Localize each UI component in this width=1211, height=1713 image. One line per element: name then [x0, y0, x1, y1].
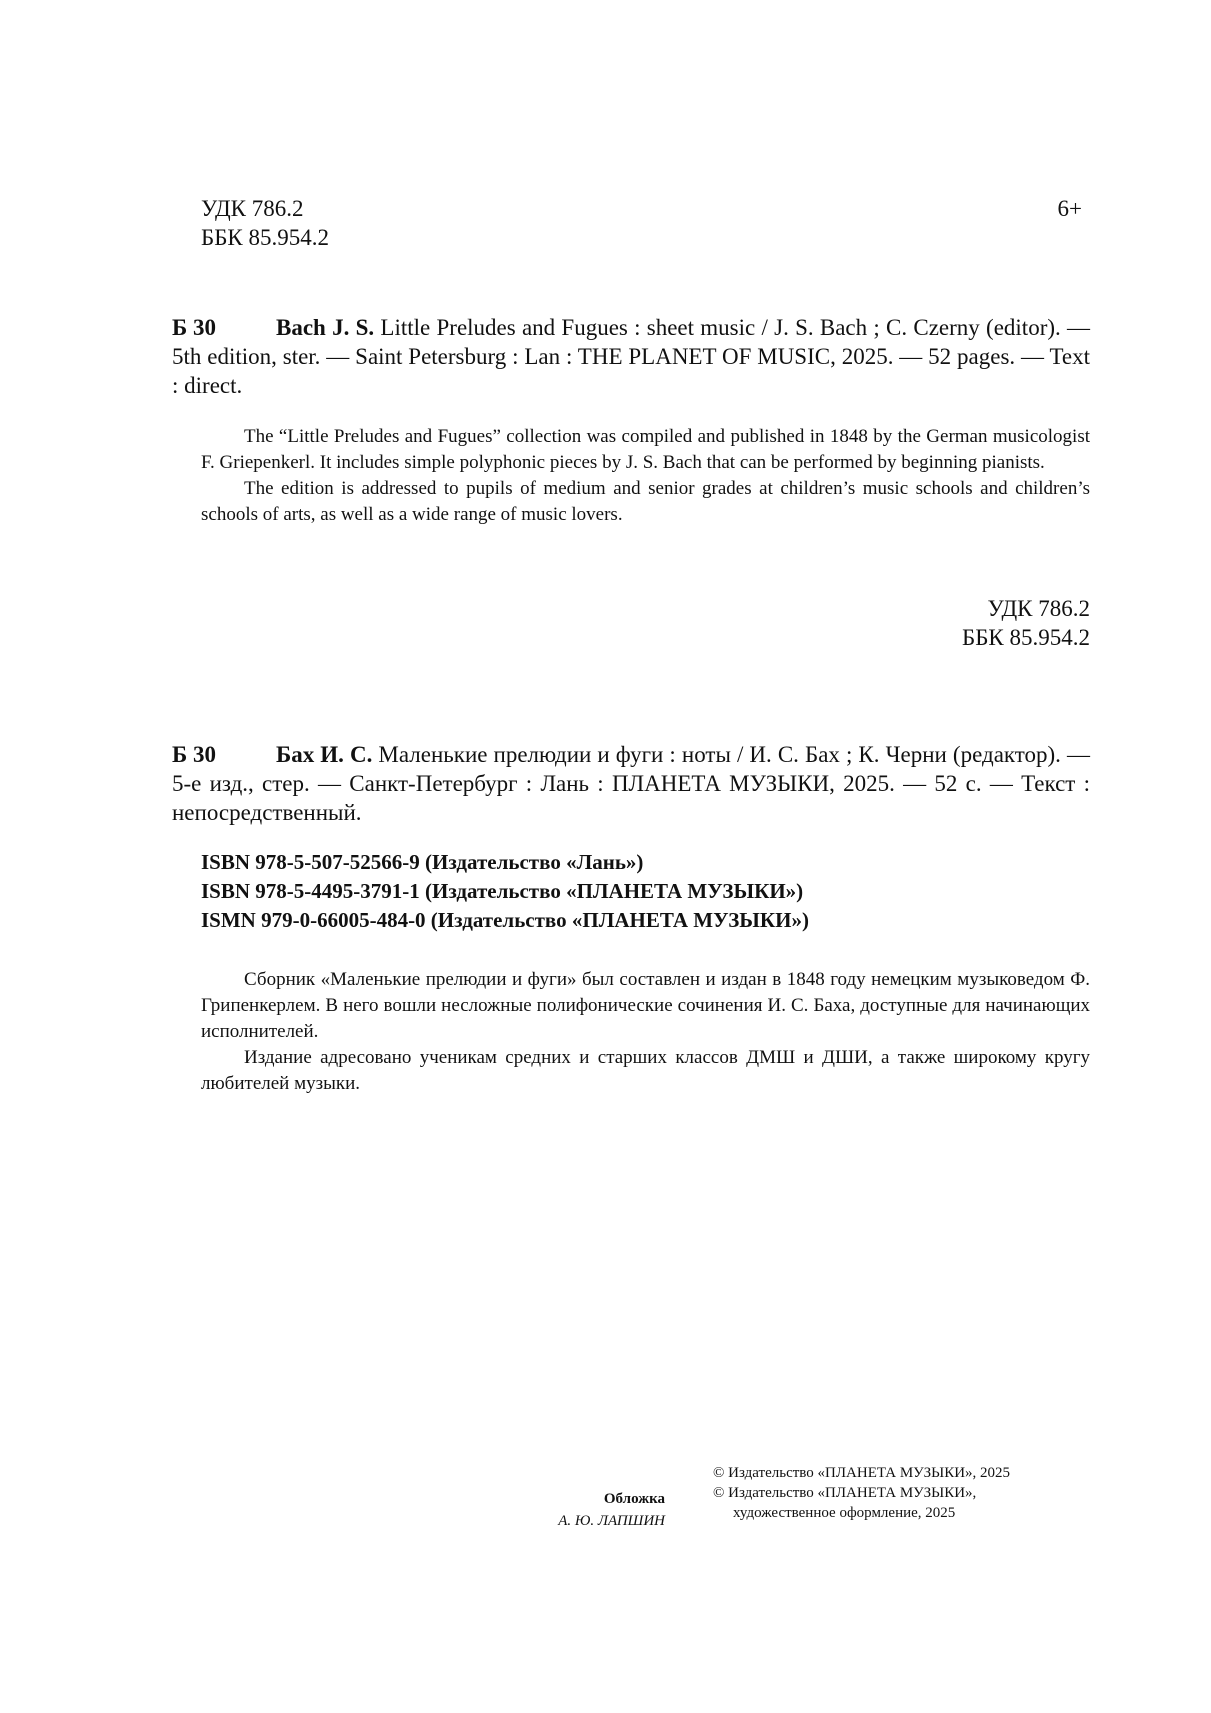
annotation-paragraph: Издание адресовано ученикам средних и старших классов ДМШ и ДШИ, а также широкому кругу любителей музыки. — [201, 1047, 1090, 1094]
bibliographic-entry-ru — [172, 740, 1090, 827]
isbn-block — [201, 848, 809, 935]
isbn-line: ISBN 978-5-4495-3791-1 (Издательство «ПЛАНЕТА МУЗЫКИ») — [201, 879, 804, 903]
annotation-paragraph: The “Little Preludes and Fugues” collection was compiled and published in 1848 by the German musicologist F. Griepenkerl. It includes simple polyphonic pieces by J. S. Bach that can be performed by beginning pianists. — [201, 426, 1090, 473]
entry-code: Б 30 — [172, 315, 216, 340]
cover-designer: А. Ю. ЛАПШИН — [558, 1513, 665, 1529]
copyright-notice — [713, 1463, 1010, 1523]
copyright-line: © Издательство «ПЛАНЕТА МУЗЫКИ», 2025 — [713, 1465, 1011, 1481]
annotation-ru — [201, 967, 1090, 1097]
bbk-code: ББК 85.954.2 — [201, 225, 330, 250]
isbn-line: ISBN 978-5-507-52566-9 (Издательство «Лань») — [201, 850, 644, 874]
annotation-paragraph: The edition is addressed to pupils of medium and senior grades at children’s music schools and children’s schools of arts, as well as a wide range of music lovers. — [201, 478, 1090, 525]
copyright-line: художественное оформление, 2025 — [733, 1505, 956, 1521]
entry-author: Бах И. С. — [276, 742, 373, 767]
udk-code: УДК 786.2 — [987, 596, 1090, 621]
entry-description: Little Preludes and Fugues : sheet music / J. S. Bach ; C. Czerny (editor). — 5th edition, ster. — Saint Petersburg : Lan : THE PLANET OF MUSIC, 2025. — 52 pages. — Text : direct. — [172, 315, 1091, 398]
entry-author: Bach J. S. — [276, 315, 375, 340]
classification-top — [201, 194, 329, 252]
entry-description: Маленькие прелюдии и фуги : ноты / И. С. Бах ; К. Черни (редактор). — 5-е изд., стер. — Санкт-Петербург : Лань : ПЛАНЕТА МУЗЫКИ, 2025. — 52 с. — Текст : непосредственный. — [172, 742, 1090, 825]
annotation-paragraph: Сборник «Маленькие прелюдии и фуги» был составлен и издан в 1848 году немецким музыковедом Ф. Грипенкерлем. В него вошли несложные полифонические сочинения И. С. Баха, доступные для начинающих исполнителей. — [201, 969, 1090, 1042]
copyright-line: © Издательство «ПЛАНЕТА МУЗЫКИ», — [713, 1485, 977, 1501]
classification-mid — [860, 594, 1090, 652]
age-rating: 6+ — [1057, 196, 1082, 221]
ismn-line: ISMN 979-0-66005-484-0 (Издательство «ПЛАНЕТА МУЗЫКИ») — [201, 908, 809, 932]
cover-credit — [500, 1488, 665, 1532]
annotation-en — [201, 424, 1090, 528]
bbk-code: ББК 85.954.2 — [961, 625, 1090, 650]
entry-code: Б 30 — [172, 742, 216, 767]
cover-label: Обложка — [603, 1491, 665, 1507]
udk-code: УДК 786.2 — [201, 196, 304, 221]
bibliographic-entry-en — [172, 313, 1090, 400]
